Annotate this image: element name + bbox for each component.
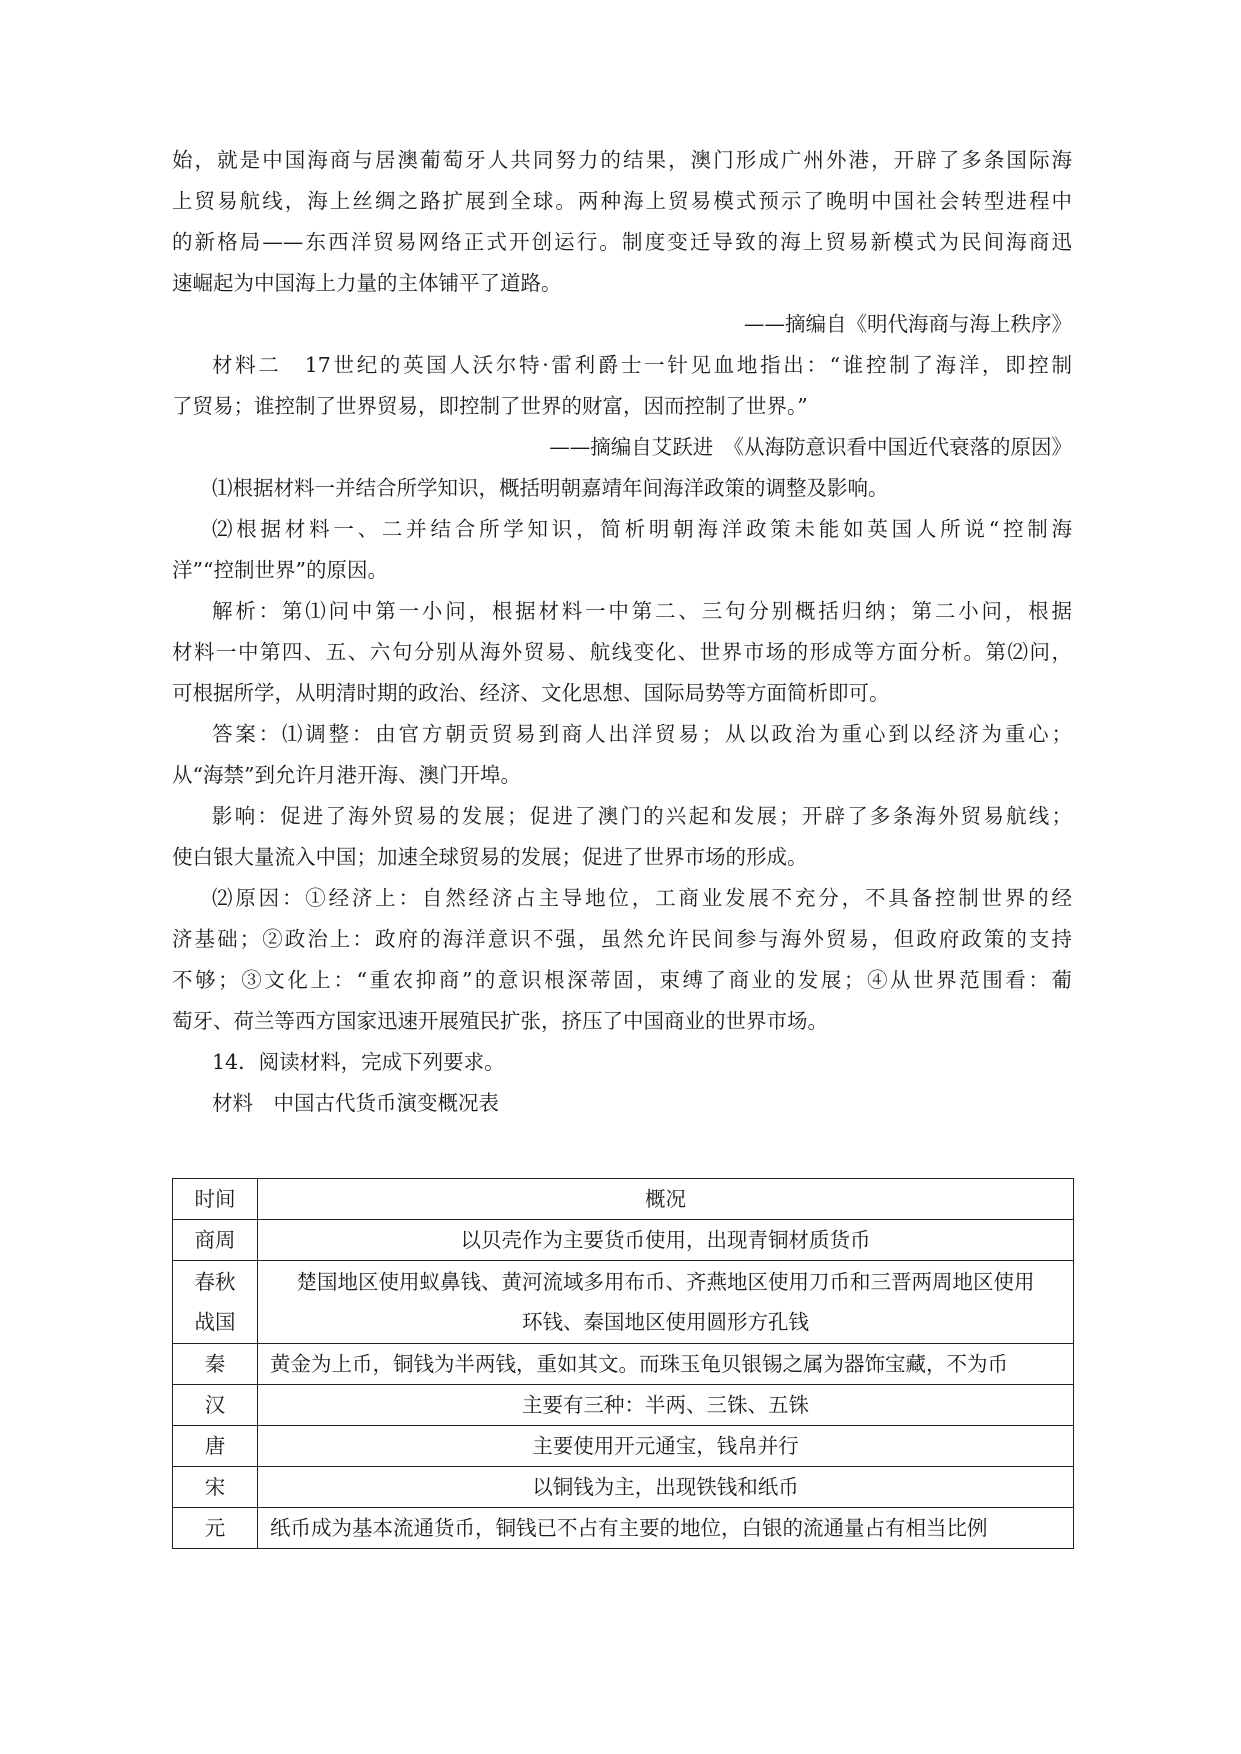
answer-two-line: 不够；③文化上：“重农抑商”的意识根深蒂固，束缚了商业的发展；④从世界范围看：葡 [172,968,1072,992]
paragraph-line: 始，就是中国海商与居澳葡萄牙人共同努力的结果，澳门形成广州外港，开辟了多条国际海 [172,148,1072,172]
table-row [173,1385,1074,1426]
era-line: 战国 [194,1310,236,1334]
table-title: 材料 中国古代货币演变概况表 [212,1091,499,1115]
desc-cell [258,1261,1074,1344]
desc-cell: 纸币成为基本流通货币，铜钱已不占有主要的地位，白银的流通量占有相当比例 [258,1508,1074,1549]
material-two-line: 了贸易；谁控制了世界贸易，即控制了世界的财富，因而控制了世界。” [172,394,808,418]
header-era: 时间 [173,1179,258,1220]
answer-two-line: ⑵原因：①经济上：自然经济占主导地位，工商业发展不充分，不具备控制世界的经 [212,886,1072,910]
source-citation: ——摘编自艾跃进 《从海防意识看中国近代衰落的原因》 [549,435,1072,459]
paragraph-line: 速崛起为中国海上力量的主体铺平了道路。 [172,271,562,295]
table-row [173,1261,1074,1344]
influence-line: 使白银大量流入中国；加速全球贸易的发展；促进了世界市场的形成。 [172,845,808,869]
source-citation: ——摘编自《明代海商与海上秩序》 [744,312,1072,336]
currency-table [172,1178,1074,1549]
analysis-line: 解析：第⑴问中第一小问，根据材料一中第二、三句分别概括归纳；第二小问，根据 [212,599,1072,623]
question-one: ⑴根据材料一并结合所学知识，概括明朝嘉靖年间海洋政策的调整及影响。 [212,476,889,500]
table-row [173,1508,1074,1549]
table-row [173,1220,1074,1261]
material-two-line: 材料二 17世纪的英国人沃尔特·雷利爵士一针见血地指出：“谁控制了海洋，即控制 [212,353,1072,377]
table-header-row [173,1179,1074,1220]
answer-two-line: 济基础；②政治上：政府的海洋意识不强，虽然允许民间参与海外贸易，但政府政策的支持 [172,927,1072,951]
table-row [173,1467,1074,1508]
table-row [173,1426,1074,1467]
desc-line: 环钱、秦国地区使用圆形方孔钱 [522,1310,809,1334]
desc-line: 楚国地区使用蚁鼻钱、黄河流域多用布币、齐燕地区使用刀币和三晋两周地区使用 [296,1270,1035,1294]
desc-cell: 主要有三种：半两、三铢、五铢 [258,1385,1074,1426]
era-cell: 宋 [173,1467,258,1508]
desc-cell: 以铜钱为主，出现铁钱和纸币 [258,1467,1074,1508]
table-row [173,1344,1074,1385]
question-two-line: ⑵根据材料一、二并结合所学知识，简析明朝海洋政策未能如英国人所说“控制海 [212,517,1072,541]
header-desc: 概况 [258,1179,1074,1220]
influence-line: 影响：促进了海外贸易的发展；促进了澳门的兴起和发展；开辟了多条海外贸易航线； [212,804,1072,828]
era-cell: 唐 [173,1426,258,1467]
answer-two-line: 萄牙、荷兰等西方国家迅速开展殖民扩张，挤压了中国商业的世界市场。 [172,1009,828,1033]
desc-cell: 主要使用开元通宝，钱帛并行 [258,1426,1074,1467]
paragraph-line: 上贸易航线，海上丝绸之路扩展到全球。两种海上贸易模式预示了晚明中国社会转型进程中 [172,189,1072,213]
analysis-line: 材料一中第四、五、六句分别从海外贸易、航线变化、世界市场的形成等方面分析。第⑵问， [172,640,1072,664]
desc-cell: 以贝壳作为主要货币使用，出现青铜材质货币 [258,1220,1074,1261]
era-cell: 秦 [173,1344,258,1385]
era-cell: 商周 [173,1220,258,1261]
document-body [172,140,1072,1124]
paragraph-line: 的新格局——东西洋贸易网络正式开创运行。制度变迁导致的海上贸易新模式为民间海商迅 [172,230,1072,254]
era-cell: 元 [173,1508,258,1549]
answer-line: 从“海禁”到允许月港开海、澳门开埠。 [172,763,521,787]
analysis-line: 可根据所学，从明清时期的政治、经济、文化思想、国际局势等方面简析即可。 [172,681,890,705]
era-line: 春秋 [194,1270,236,1294]
question-two-line: 洋”“控制世界”的原因。 [172,558,388,582]
answer-line: 答案：⑴调整：由官方朝贡贸易到商人出洋贸易；从以政治为重心到以经济为重心； [212,722,1072,746]
era-cell: 汉 [173,1385,258,1426]
desc-cell: 黄金为上币，铜钱为半两钱，重如其文。而珠玉龟贝银锡之属为器饰宝藏，不为币 [258,1344,1074,1385]
era-cell [173,1261,258,1344]
question-fourteen: 14．阅读材料，完成下列要求。 [212,1050,505,1074]
